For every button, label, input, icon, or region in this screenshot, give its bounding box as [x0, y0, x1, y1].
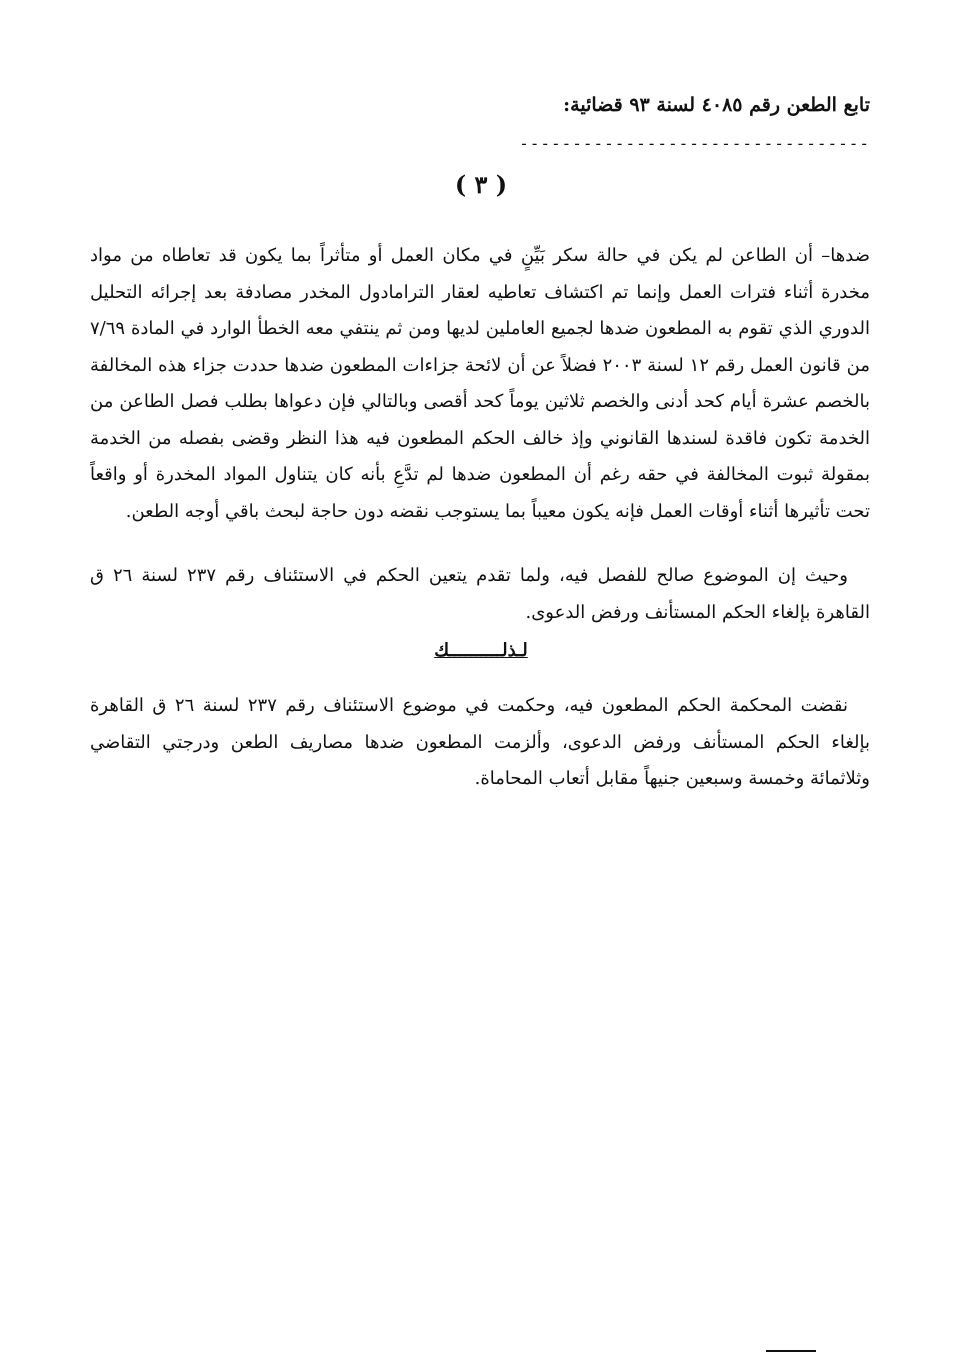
grounds-paragraph: ضدها– أن الطاعن لم يكن في حالة سكر بَيِّنٍ في مكان العمل أو متأثراً بما يكون قد تعاطاه من مواد مخدرة أثناء فترات العمل وإنما تم اكتشاف تعاطيه لعقار الترامادول المخدر مصادفة بعد إجرائه التحليل الدوري الذي تقوم به المطعون ضدها لجميع العاملين لديها ومن ثم ينتفي معه الخطأ الوارد في المادة ٧/٦٩ من قانون العمل رقم ١٢ لسنة ٢٠٠٣ فضلاً عن أن لائحة جزاءات المطعون ضدها حددت جزاء هذه المخالفة بالخصم عشرة أيام كحد أدنى والخصم ثلاثين يوماً كحد أقصى وبالتالي فإن دعواها بطلب فصل الطاعن من الخدمة تكون فاقدة لسندها القانوني وإذ خالف الحكم المطعون فيه هذا النظر وقضى بفصله من الخدمة بمقولة ثبوت المخالفة في حقه رغم أن المطعون ضدها لم تدَّعِ بأنه كان يتناول المواد المخدرة أو واقعاً تحت تأثيرها أثناء أوقات العمل فإنه يكون معيباً بما يستوجب نقضه دون حاجة لبحث باقي أوجه الطعن.	[90, 245, 871, 522]
section-heading-therefore: لـذلــــــــــك	[434, 640, 528, 661]
header-dashed-rule: ---------------------------------	[519, 134, 870, 153]
appeal-header-title: تابع الطعن رقم ٤٠٨٥ لسنة ٩٣ قضائية:	[563, 94, 870, 116]
verdict-paragraph: نقضت المحكمة الحكم المطعون فيه، وحكمت في موضوع الاستئناف رقم ٢٣٧ لسنة ٢٦ ق القاهرة بإلغاء الحكم المستأنف ورفض الدعوى، وألزمت المطعون ضدها مصاريف الطعن ودرجتي التقاضي وثلاثمائة وخمسة وسبعين جنيهاً مقابل أتعاب المحاماة.	[90, 695, 870, 789]
page-number: ( ٣ )	[454, 170, 508, 199]
conclusion-paragraph: وحيث إن الموضوع صالح للفصل فيه، ولما تقدم يتعين الحكم في الاستئناف رقم ٢٣٧ لسنة ٢٦ ق القاهرة بإلغاء الحكم المستأنف ورفض الدعوى.	[90, 565, 870, 623]
footer-line	[766, 1350, 816, 1352]
